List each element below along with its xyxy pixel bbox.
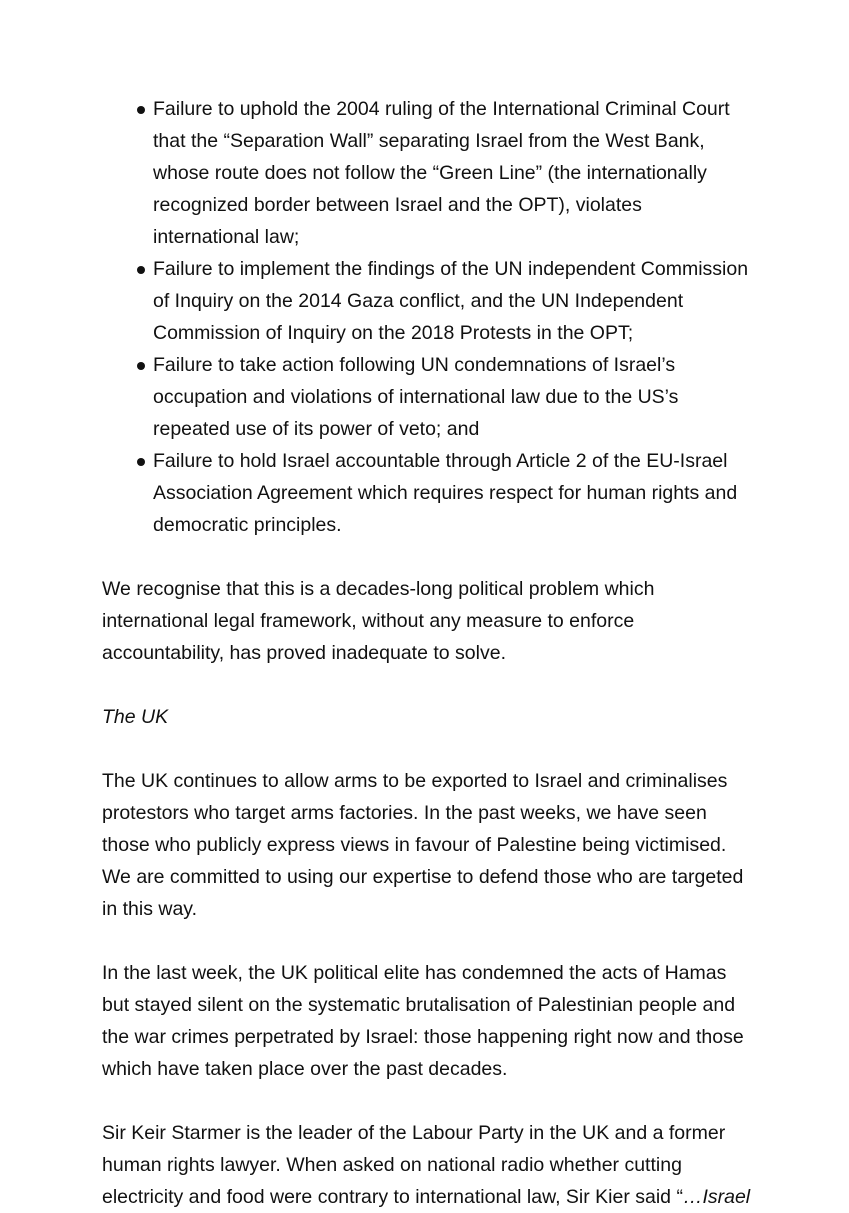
list-item: [102, 253, 752, 349]
bullet-icon: [137, 106, 145, 114]
bullet-icon: [137, 458, 145, 466]
list-item: [102, 93, 752, 253]
failures-list: [102, 93, 752, 541]
document-page: [102, 93, 752, 1213]
paragraph-starmer: [102, 1117, 752, 1213]
bullet-icon: [137, 266, 145, 274]
paragraph-arms: The UK continues to allow arms to be exported to Israel and criminalises protestors who target arms factories. In the past weeks, we have seen those who publicly express views in favour of Palestine being victimised. We are committed to using our expertise to defend those who are targeted in this way.: [102, 770, 744, 920]
bullet-icon: [137, 362, 145, 370]
list-item-text: Failure to hold Israel accountable through Article 2 of the EU-Israel Association Agreement which requires respect for human rights and democratic principles.: [153, 450, 738, 536]
paragraph-recognise: We recognise that this is a decades-long political problem which international legal framework, without any measure to enforce accountability, has proved inadequate to solve.: [102, 578, 655, 664]
list-item: [102, 349, 752, 445]
list-item-text: Failure to uphold the 2004 ruling of the International Criminal Court that the “Separation Wall” separating Israel from the West Bank, whose route does not follow the “Green Line” (the internationally recognized border between Israel and the OPT), violates international law;: [153, 98, 730, 248]
list-item-text: Failure to implement the findings of the UN independent Commission of Inquiry on the 2014 Gaza conflict, and the UN Independent Commission of Inquiry on the 2018 Protests in the OPT;: [153, 258, 749, 344]
list-item: [102, 445, 752, 541]
list-item-text: Failure to take action following UN condemnations of Israel’s occupation and violations of international law due to the US’s repeated use of its power of veto; and: [153, 354, 679, 440]
paragraph-political-elite: In the last week, the UK political elite has condemned the acts of Hamas but stayed silent on the systematic brutalisation of Palestinian people and the war crimes perpetrated by Israel: those happening right now and those which have taken place over the past decades.: [102, 962, 744, 1080]
section-heading-uk: The UK: [102, 706, 169, 728]
paragraph-starmer-quote: …Israel: [682, 1186, 751, 1208]
paragraph-starmer-text: Sir Keir Starmer is the leader of the Labour Party in the UK and a former human rights lawyer. When asked on national radio whether cutting electricity and food were contrary to international law, Sir Kier said “: [102, 1122, 726, 1208]
